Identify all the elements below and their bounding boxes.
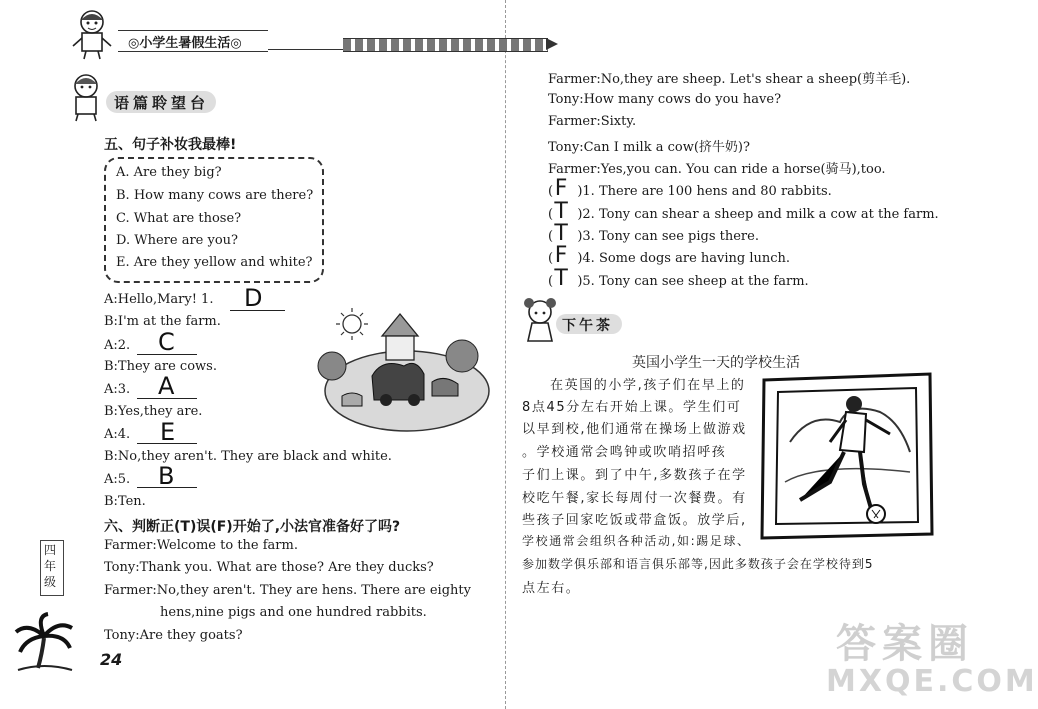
arrow-right-icon [546,36,560,52]
tea-badge-label: 下午茶 [562,318,613,334]
answer-5: B [158,462,175,490]
grade-label: 四年级 [44,543,57,589]
judgement-mark[interactable]: F [554,176,568,201]
answer-2: C [158,328,175,356]
option-a: A. Are they big? [116,165,222,180]
page-spine [505,0,506,709]
judgement-item: (T )5. Tony can see sheep at the farm. [548,266,809,291]
answer-1: D [244,284,263,312]
farm-illustration [312,296,492,436]
dialogue-line: A:5. [104,472,131,487]
dialogue-line: A:4. [104,427,131,442]
judgement-item: (T )3. Tony can see pigs there. [548,221,759,246]
judgement-mark[interactable]: T [554,199,568,224]
page-number: 24 [100,650,123,669]
dialogue-line: B:No,they aren't. They are black and white. [104,449,392,464]
section-badge-label: 语篇聆望台 [114,94,210,112]
article-line: 学校通常会组织各种活动,如:踢足球、 [522,534,751,548]
judgement-mark[interactable]: T [554,221,568,246]
article-line: 子们上课。到了中午,多数孩子在学 [522,468,747,483]
girl-mascot-icon [520,296,560,346]
answer-3: A [158,372,175,400]
dialogue-line: B:Yes,they are. [104,404,203,419]
story-line: hens,nine pigs and one hundred rabbits. [160,605,427,620]
series-title: ◎小学生暑假生活◎ [128,36,242,51]
story-line: Farmer:Welcome to the farm. [104,538,298,553]
dialogue-line: A:2. [104,338,131,353]
option-d: D. Where are you? [116,233,238,248]
soccer-player-picture [760,372,936,542]
article-line: 以早到校,他们通常在操场上做游戏 [522,422,747,437]
part5-title: 五、句子补妆我最棒! [104,137,237,153]
watermark-url: MXQE.COM [826,664,1038,699]
article-line: 在英国的小学,孩子们在早上的 [550,378,746,393]
story-line: Farmer:Yes,you can. You can ride a horse(骑马),too. [548,162,886,177]
dialogue-line: B:They are cows. [104,359,217,374]
palm-tree-icon [14,612,76,672]
judgement-item: (F )1. There are 100 hens and 80 rabbits. [548,176,832,201]
article-line: 8点45分左右开始上课。学生们可 [522,400,742,415]
story-line: Tony:Can I milk a cow(挤牛奶)? [548,140,750,155]
answer-4: E [160,418,176,446]
watermark-logo: 答案圈 [836,621,974,667]
dialogue-line: B:I'm at the farm. [104,314,221,329]
story-line: Tony:Thank you. What are those? Are they ducks? [104,560,434,575]
part6-title: 六、判断正(T)误(F)开始了,小法官准备好了吗? [104,519,401,535]
reading-boy-icon [66,72,106,122]
option-b: B. How many cows are there? [116,188,314,203]
judgement-item: (F )4. Some dogs are having lunch. [548,243,791,268]
cartoon-boy-icon [68,8,116,60]
story-line: Farmer:No,they are sheep. Let's shear a sheep(剪羊毛). [548,72,911,87]
dialogue-line: A:Hello,Mary! 1. [104,292,214,307]
article-title: 英国小学生一天的学校生活 [632,355,800,371]
judgement-mark[interactable]: F [554,243,568,268]
story-line: Farmer:No,they aren't. They are hens. There are eighty [104,583,471,598]
header-pattern-bar [343,38,548,52]
article-line: 校吃午餐,家长每周付一次餐费。有 [522,491,747,506]
story-line: Tony:Are they goats? [104,628,243,643]
judgement-mark[interactable]: T [554,266,568,291]
article-line: 点左右。 [522,581,581,596]
judgement-item: (T )2. Tony can shear a sheep and milk a cow at the farm. [548,199,939,224]
article-line: 。学校通常会鸣钟或吹哨招呼孩 [522,445,727,460]
article-line: 参加数学俱乐部和语言俱乐部等,因此多数孩子会在学校待到5 [522,557,874,571]
option-e: E. Are they yellow and white? [116,255,313,270]
dialogue-line: A:3. [104,382,131,397]
option-c: C. What are those? [116,211,242,226]
story-line: Tony:How many cows do you have? [548,92,782,107]
article-line: 些孩子回家吃饭或带盒饭。放学后, [522,513,747,528]
dialogue-line: B:Ten. [104,494,146,509]
story-line: Farmer:Sixty. [548,114,637,129]
